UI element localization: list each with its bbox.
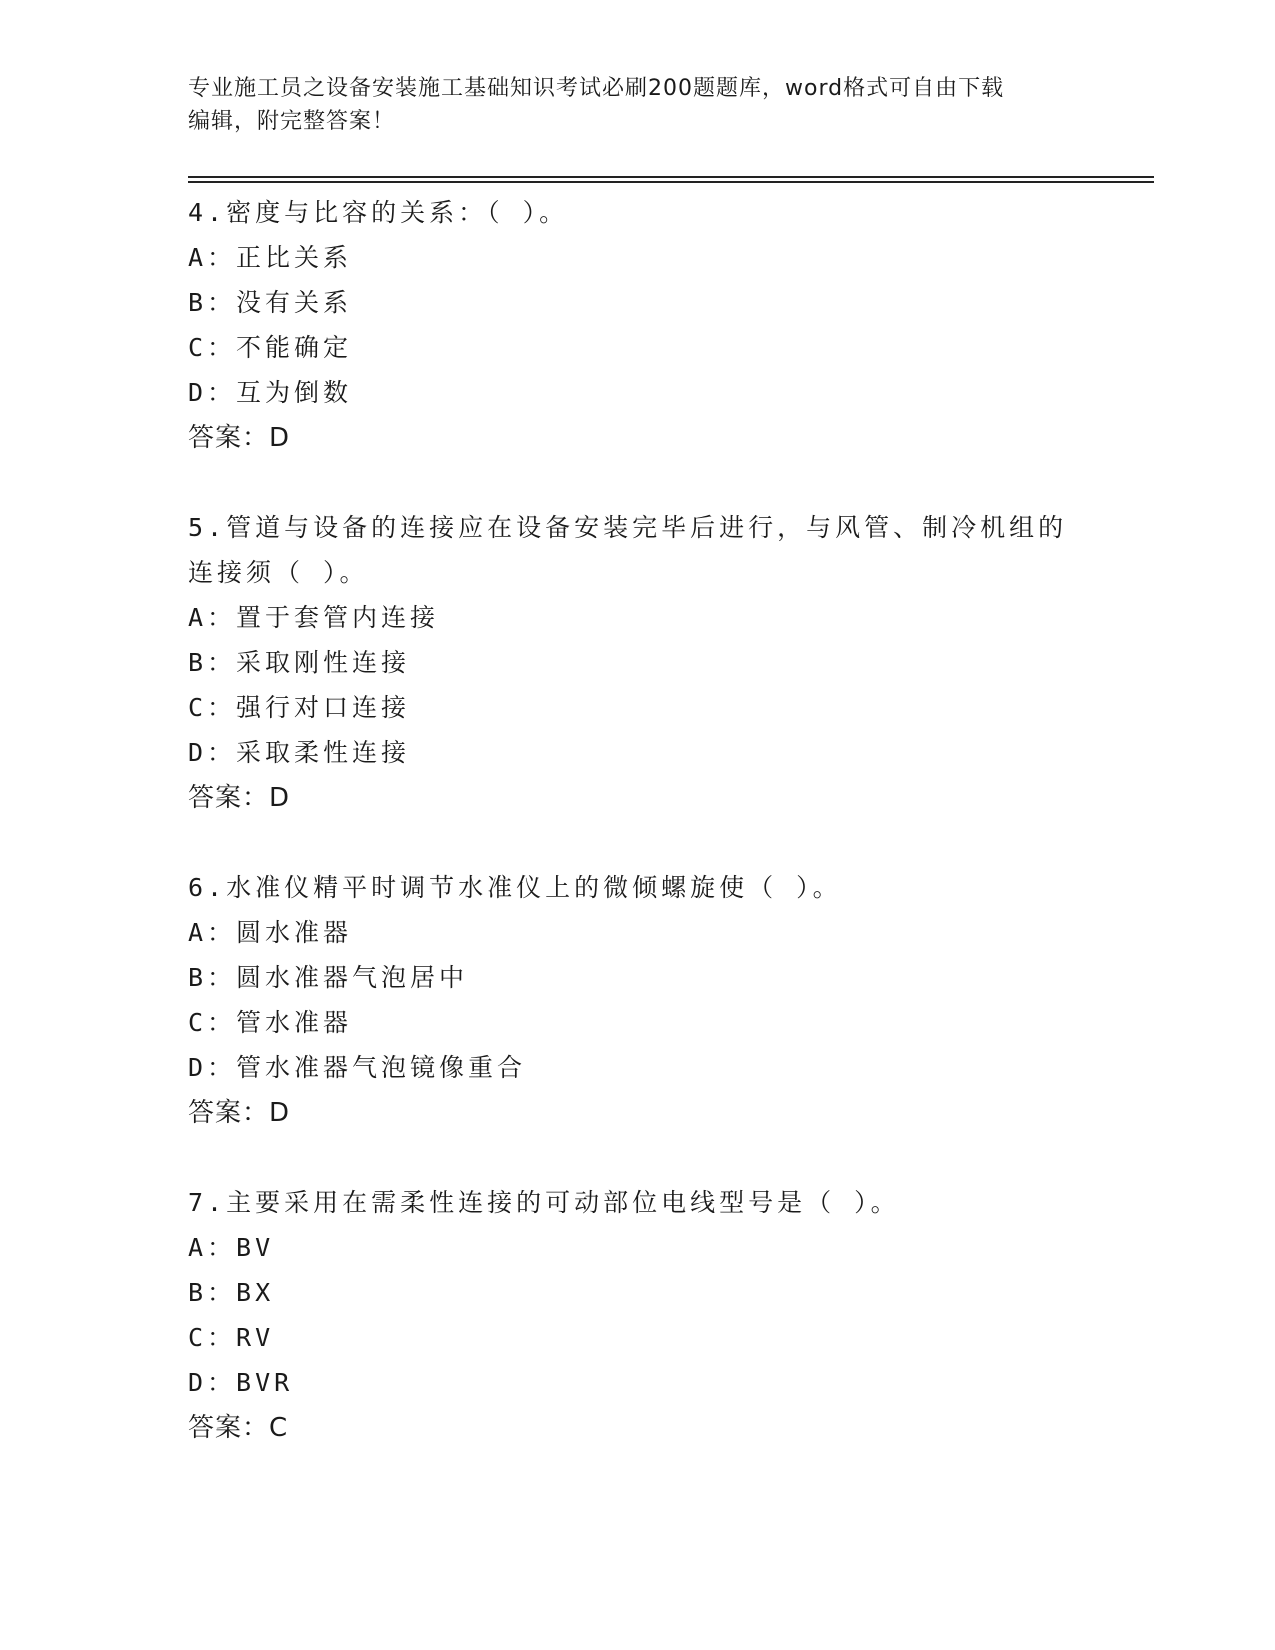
question-6 xyxy=(188,865,1088,1136)
question-stem: 6.水准仪精平时调节水准仪上的微倾螺旋使（ ）。 xyxy=(188,873,842,902)
question-5 xyxy=(188,505,1088,821)
document-header xyxy=(188,72,1068,138)
header-title-line-2: 编辑，附完整答案！ xyxy=(188,109,396,134)
option-d: D：管水准器气泡镜像重合 xyxy=(188,1053,527,1082)
option-c: C：管水准器 xyxy=(188,1008,353,1037)
header-divider-bottom xyxy=(188,181,1154,183)
header-divider-top xyxy=(188,176,1154,178)
header-title-line-1: 专业施工员之设备安装施工基础知识考试必刷200题题库，word格式可自由下载 xyxy=(188,76,1005,101)
question-7 xyxy=(188,1180,1088,1451)
option-c: C：强行对口连接 xyxy=(188,693,411,722)
option-d: D：采取柔性连接 xyxy=(188,738,411,767)
option-c: C：不能确定 xyxy=(188,333,353,362)
option-b: B：圆水准器气泡居中 xyxy=(188,963,469,992)
answer-key: 答案：D xyxy=(188,1098,291,1128)
option-d: D：BVR xyxy=(188,1368,294,1397)
question-4 xyxy=(188,190,1088,461)
question-stem: 7.主要采用在需柔性连接的可动部位电线型号是（ ）。 xyxy=(188,1188,900,1217)
option-b: B：BX xyxy=(188,1278,275,1307)
answer-key: 答案：D xyxy=(188,423,291,453)
question-stem-continued: 连接须（ ）。 xyxy=(188,558,369,587)
option-a: A：正比关系 xyxy=(188,243,353,272)
option-b: B：没有关系 xyxy=(188,288,353,317)
question-stem: 4.密度与比容的关系：（ ）。 xyxy=(188,198,569,227)
option-d: D：互为倒数 xyxy=(188,378,353,407)
answer-key: 答案：C xyxy=(188,1413,289,1443)
option-c: C：RV xyxy=(188,1323,275,1352)
option-a: A：BV xyxy=(188,1233,275,1262)
answer-key: 答案：D xyxy=(188,783,291,813)
question-list xyxy=(188,190,1088,1495)
option-a: A：置于套管内连接 xyxy=(188,603,440,632)
option-a: A：圆水准器 xyxy=(188,918,353,947)
question-stem: 5.管道与设备的连接应在设备安装完毕后进行，与风管、制冷机组的 xyxy=(188,513,1068,542)
option-b: B：采取刚性连接 xyxy=(188,648,411,677)
